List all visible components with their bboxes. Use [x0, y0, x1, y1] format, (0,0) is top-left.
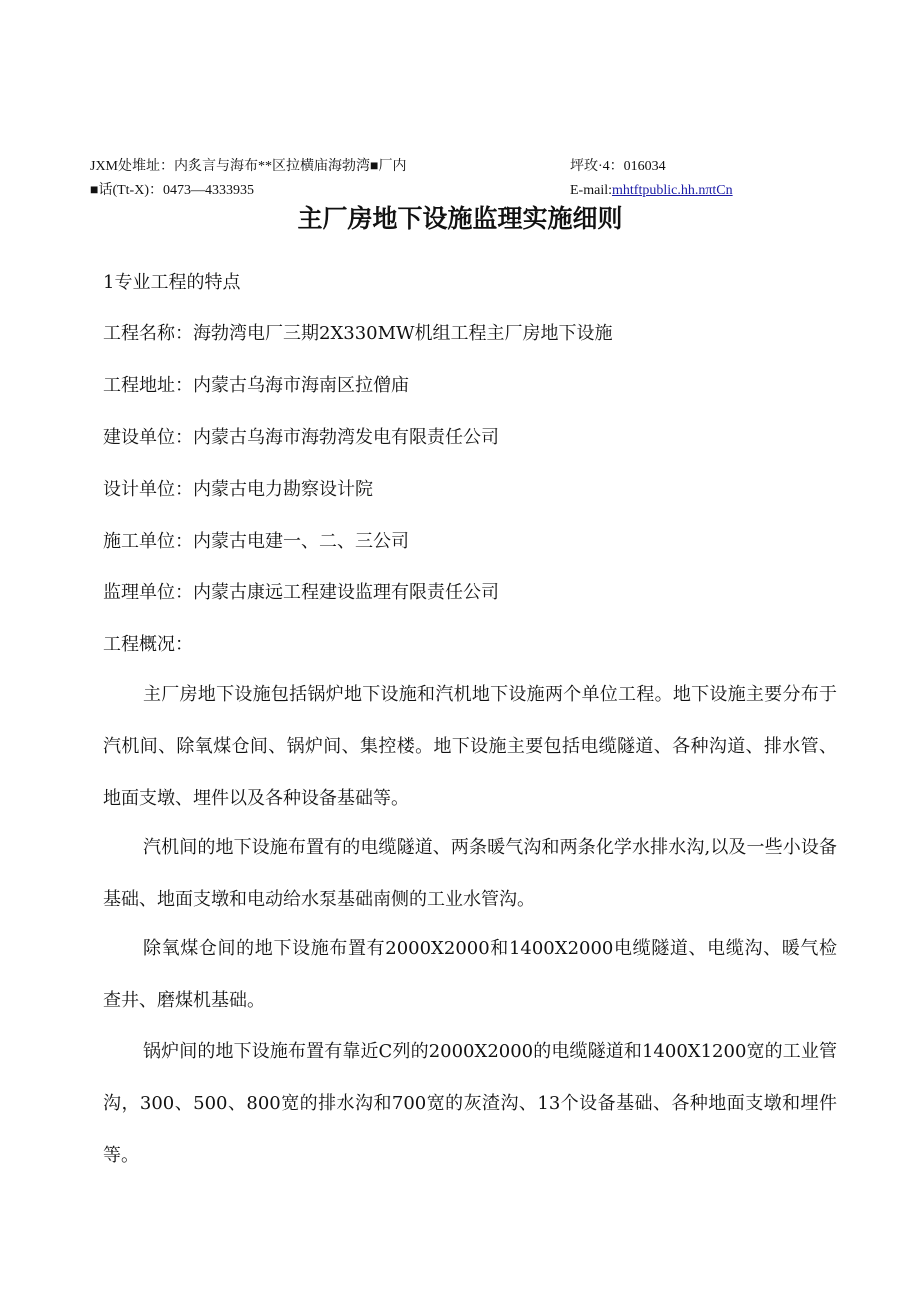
project-address: 工程地址：内蒙古乌海市海南区拉僧庙: [103, 375, 409, 396]
paragraph-boiler-hall: 锅炉间的地下设施布置有靠近C列的2000X2000的电缆隧道和1400X1200宽的工业管沟，300、500、800宽的排水沟和700宽的灰渣沟、13个设备基础、各种地面支墩和埋件等。: [103, 1041, 837, 1166]
header-email: [570, 182, 733, 200]
owner-unit: 建设单位：内蒙古乌海市海勃湾发电有限责任公司: [103, 427, 499, 448]
construction-unit: 施工单位：内蒙古电建一、二、三公司: [103, 531, 409, 552]
header-phone: ■话(Tt-X)：0473—4333935: [90, 183, 254, 198]
paragraph-turbine-hall: 汽机间的地下设施布置有的电缆隧道、两条暖气沟和两条化学水排水沟,以及一些小设备基础、地面支墩和电动给水泵基础南侧的工业水管沟。: [103, 837, 837, 910]
header-postcode: 坪玫·4：016034: [570, 159, 666, 174]
page-title: 主厂房地下设施监理实施细则: [297, 204, 623, 233]
overview-heading: 工程概况：: [103, 634, 193, 655]
section-heading: 1专业工程的特点: [103, 272, 241, 293]
paragraph-overview: 主厂房地下设施包括锅炉地下设施和汽机地下设施两个单位工程。地下设施主要分布于汽机间、除氧煤仓间、锅炉间、集控楼。地下设施主要包括电缆隧道、各种沟道、排水管、地面支墩、埋件以及各种设备基础等。: [103, 684, 837, 809]
email-link[interactable]: mhtftpublic.hh.nπtCn: [612, 183, 733, 198]
project-name: 工程名称：海勃湾电厂三期2X330MW机组工程主厂房地下设施: [103, 323, 613, 344]
design-unit: 设计单位：内蒙古电力勘察设计院: [103, 479, 373, 500]
paragraph-deaerator-bay: 除氧煤仓间的地下设施布置有2000X2000和1400X2000电缆隧道、电缆沟、暖气检查井、磨煤机基础。: [103, 938, 837, 1011]
email-label: E-mail:: [570, 183, 612, 198]
header-address: JXM处堆址：内炙言与海布**区拉横庙海勃湾■厂内: [90, 159, 407, 174]
supervision-unit: 监理单位：内蒙古康远工程建设监理有限责任公司: [103, 582, 499, 603]
